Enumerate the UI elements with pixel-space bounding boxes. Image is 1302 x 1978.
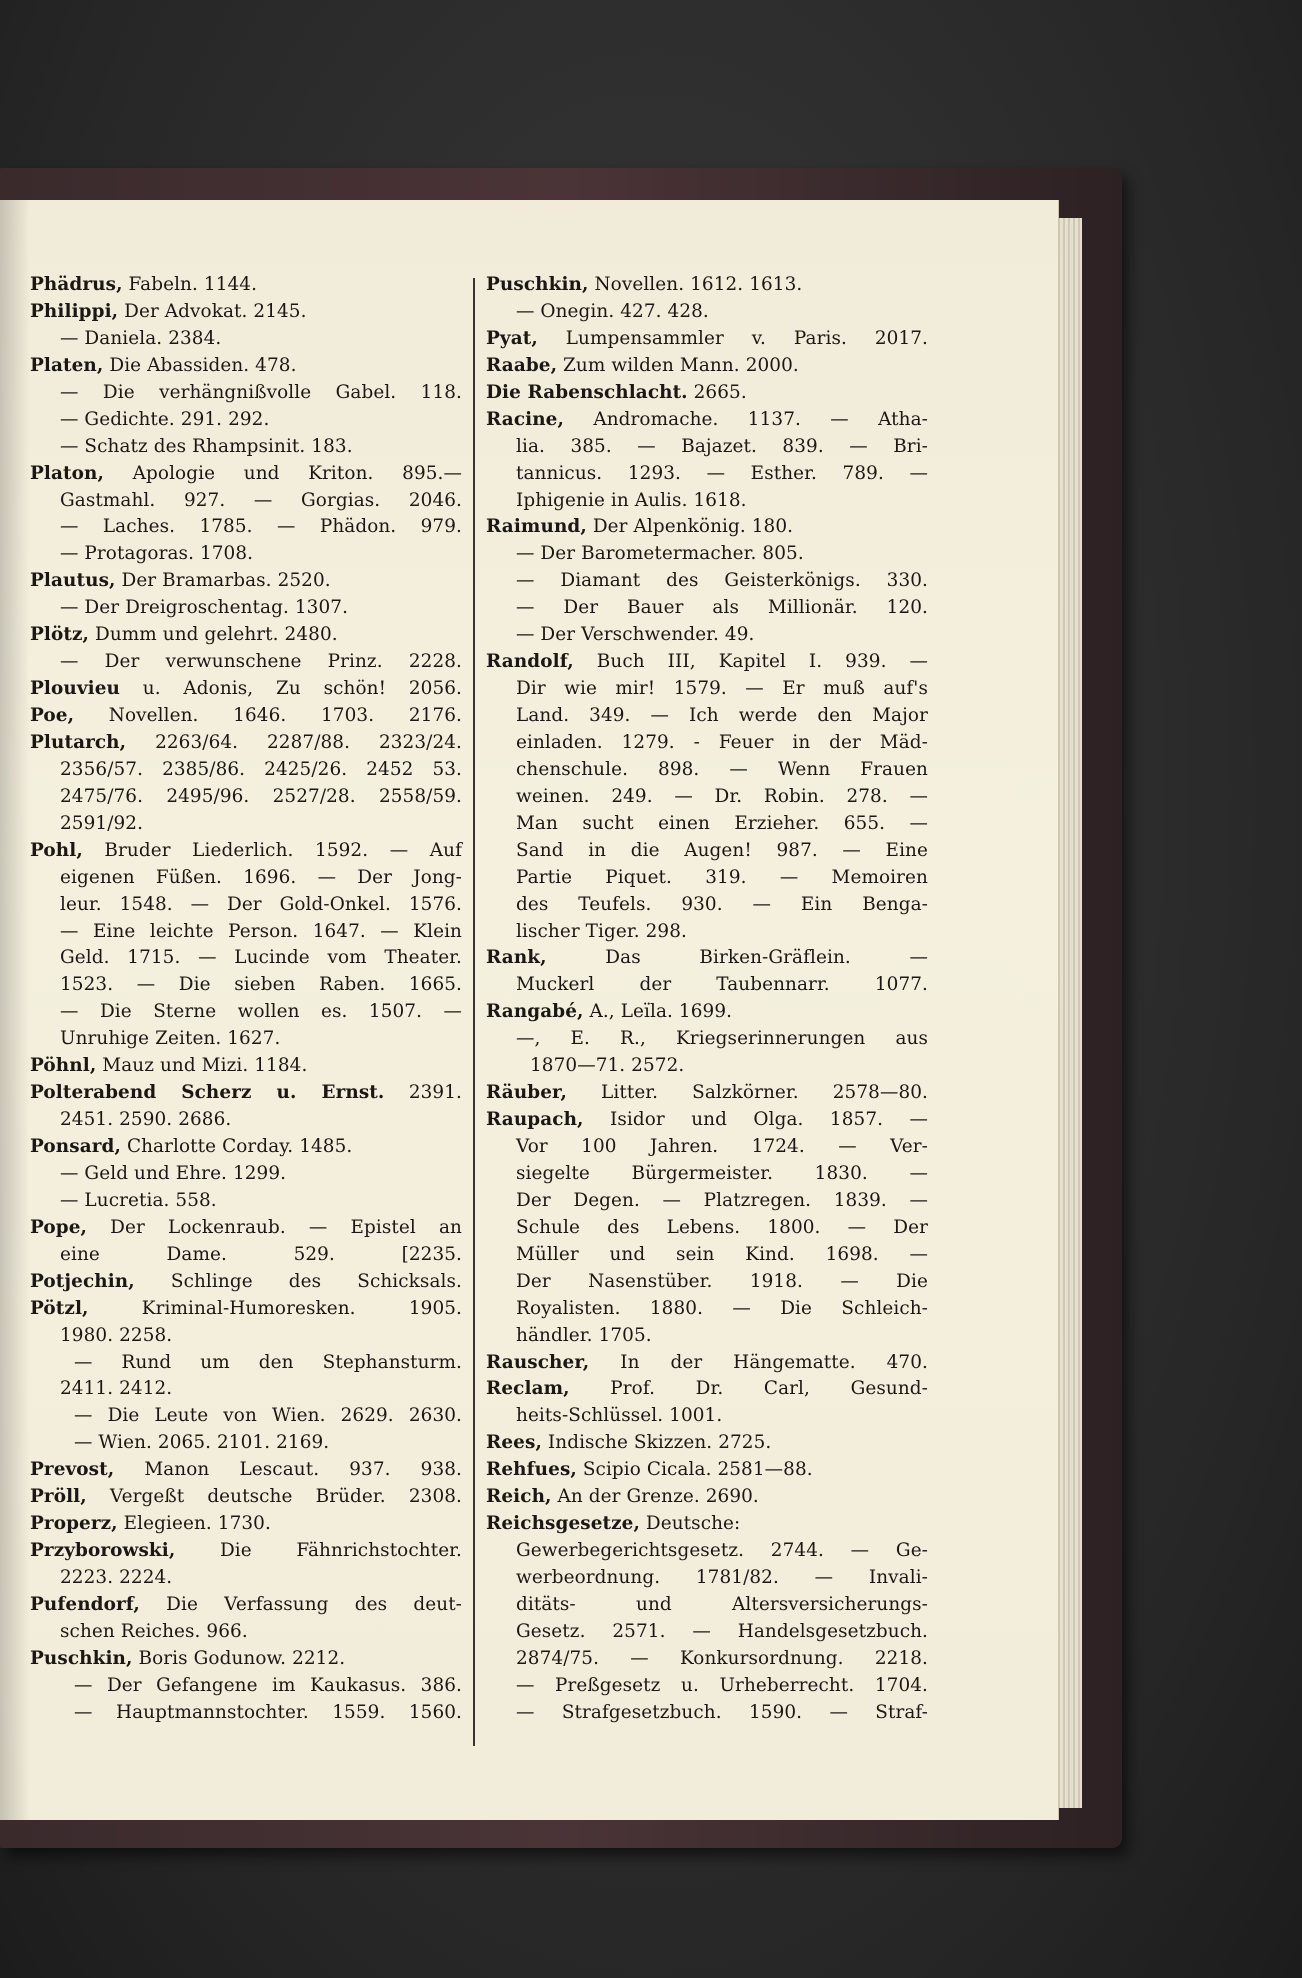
index-line	[30, 568, 462, 595]
index-line	[486, 1430, 928, 1457]
entry-text: Zum wilden Mann. 2000.	[557, 354, 799, 376]
entry-headword: Rauscher,	[486, 1351, 590, 1373]
entry-headword: Properz,	[30, 1513, 118, 1535]
entry-text: Charlotte Corday. 1485.	[121, 1136, 353, 1157]
index-line	[486, 1403, 928, 1430]
entry-headword: Pötzl,	[30, 1297, 89, 1319]
entry-text: 2356/57. 2385/86. 2425/26. 2452 53.	[60, 758, 462, 780]
index-line	[30, 1538, 462, 1565]
entry-text: Vergeßt deutsche Brüder. 2308.	[86, 1486, 462, 1508]
index-line	[486, 1619, 928, 1646]
index-line	[486, 1565, 928, 1592]
index-line	[30, 541, 462, 568]
index-line	[486, 1484, 928, 1511]
entry-text: Dumm und gelehrt. 2480.	[89, 624, 338, 646]
entry-text: heits-Schlüssel. 1001.	[516, 1405, 723, 1427]
entry-text: Land. 349. — Ich werde den Major	[516, 705, 928, 726]
entry-text: 2451. 2590. 2686.	[60, 1109, 232, 1131]
entry-text: — Geld und Ehre. 1299.	[60, 1162, 287, 1184]
index-line	[30, 676, 462, 703]
entry-text: 2475/76. 2495/96. 2527/28. 2558/59.	[60, 785, 462, 807]
entry-headword: Plötz,	[30, 624, 90, 646]
entry-text: tannicus. 1293. — Esther. 789. —	[516, 462, 928, 484]
index-line	[30, 1323, 462, 1350]
entry-text: Deutsche:	[639, 1513, 741, 1535]
gutter-shadow	[0, 200, 30, 1820]
entry-text: Mauz und Mizi. 1184.	[96, 1055, 308, 1077]
index-line	[30, 892, 462, 919]
index-line	[30, 838, 462, 865]
index-line	[30, 1646, 462, 1673]
index-line	[486, 892, 928, 919]
entry-headword: Die Rabenschlacht.	[486, 381, 688, 403]
entry-text: Der Bramarbas. 2520.	[115, 570, 331, 592]
index-line	[486, 1511, 928, 1538]
entry-text: — Preßgesetz u. Urheberrecht. 1704.	[516, 1674, 928, 1696]
index-line	[30, 299, 462, 326]
entry-text: schen Reiches. 966.	[60, 1620, 248, 1642]
index-line	[30, 407, 462, 434]
entry-headword: Raupach,	[486, 1109, 584, 1131]
entry-headword: Raabe,	[486, 354, 558, 376]
entry-headword: Platon,	[30, 462, 104, 484]
entry-text: — Daniela. 2384.	[60, 327, 222, 349]
entry-text: 2665.	[687, 381, 747, 403]
entry-text: — Schatz des Rhampsinit. 183.	[60, 435, 353, 457]
index-line	[486, 380, 928, 407]
column-divider	[473, 278, 475, 1746]
entry-text: — Diamant des Geisterkönigs. 330.	[516, 570, 928, 592]
entry-text: Der Alpenkönig. 180.	[586, 516, 794, 538]
entry-text: 1870—71. 2572.	[530, 1055, 685, 1077]
entry-headword: Pohl,	[30, 839, 83, 861]
entry-text: Gastmahl. 927. — Gorgias. 2046.	[60, 489, 462, 511]
index-line	[30, 1673, 462, 1700]
index-line	[486, 838, 928, 865]
entry-headword: Räuber,	[486, 1082, 568, 1104]
entry-headword: Randolf,	[486, 651, 574, 673]
index-line	[30, 1134, 462, 1161]
entry-headword: Platen,	[30, 354, 104, 376]
index-line	[486, 1134, 928, 1161]
entry-text: — Lucretia. 558.	[60, 1189, 217, 1211]
entry-text: einladen. 1279. - Feuer in der Mäd-	[516, 731, 928, 753]
entry-text: Buch III, Kapitel I. 939. —	[573, 651, 928, 673]
index-line	[486, 1296, 928, 1323]
index-line	[30, 622, 462, 649]
entry-text: Lumpensammler v. Paris. 2017.	[537, 327, 928, 349]
index-line	[30, 514, 462, 541]
entry-text: — Strafgesetzbuch. 1590. — Straf-	[516, 1701, 928, 1723]
index-line	[30, 1296, 462, 1323]
index-line	[486, 1673, 928, 1700]
entry-text: siegelte Bürgermeister. 1830. —	[516, 1162, 928, 1184]
entry-headword: Reclam,	[486, 1378, 570, 1400]
entry-text: ditäts- und Altersversicherungs-	[516, 1593, 928, 1615]
entry-headword: Prevost,	[30, 1459, 115, 1481]
entry-text: — Der Bauer als Millionär. 120.	[516, 597, 928, 619]
entry-text: — Die Leute von Wien. 2629. 2630.	[74, 1405, 462, 1427]
index-line	[30, 461, 462, 488]
index-line	[486, 622, 928, 649]
index-line	[30, 1026, 462, 1053]
entry-text: Novellen. 1646. 1703. 2176.	[74, 705, 462, 726]
index-line	[486, 407, 928, 434]
index-line	[486, 1188, 928, 1215]
entry-text: Partie Piquet. 319. — Memoiren	[516, 866, 928, 888]
index-line	[486, 649, 928, 676]
entry-text: — Wien. 2065. 2101. 2169.	[74, 1432, 330, 1454]
index-line	[486, 676, 928, 703]
entry-headword: Puschkin,	[30, 1647, 133, 1669]
entry-text: 2411. 2412.	[60, 1378, 173, 1400]
entry-headword: Plouvieu	[30, 678, 120, 700]
entry-text: — Der verwunschene Prinz. 2228.	[60, 651, 462, 673]
entry-headword: Pröll,	[30, 1486, 87, 1508]
index-column-left	[30, 272, 462, 1727]
entry-text: — Die Sterne wollen es. 1507. —	[60, 1001, 462, 1023]
index-line	[486, 999, 928, 1026]
index-line	[486, 784, 928, 811]
entry-text: — Rund um den Stephansturm.	[74, 1351, 462, 1373]
index-line	[30, 757, 462, 784]
entry-text: Scipio Cicala. 2581—88.	[576, 1459, 813, 1481]
entry-text: — Eine leichte Person. 1647. — Klein	[60, 920, 462, 942]
entry-headword: Puschkin,	[486, 274, 589, 295]
index-line	[30, 1376, 462, 1403]
entry-text: chenschule. 898. — Wenn Frauen	[516, 758, 928, 780]
index-line	[30, 1592, 462, 1619]
entry-text: Boris Godunow. 2212.	[132, 1647, 346, 1669]
index-line	[486, 353, 928, 380]
index-line	[30, 972, 462, 999]
index-line	[30, 730, 462, 757]
entry-text: 1523. — Die sieben Raben. 1665.	[60, 974, 462, 996]
entry-text: — Der Barometermacher. 805.	[516, 543, 804, 565]
entry-text: Iphigenie in Aulis. 1618.	[516, 489, 747, 511]
entry-text: — Die verhängnißvolle Gabel. 118.	[60, 381, 462, 403]
entry-text: lischer Tiger. 298.	[516, 920, 687, 942]
index-line	[30, 999, 462, 1026]
entry-headword: Pöhnl,	[30, 1055, 97, 1077]
entry-headword: Polterabend Scherz u. Ernst.	[30, 1082, 385, 1104]
entry-text: —, E. R., Kriegserinnerungen aus	[516, 1028, 928, 1050]
entry-text: weinen. 249. — Dr. Robin. 278. —	[516, 785, 928, 807]
index-line	[30, 488, 462, 515]
entry-headword: Przyborowski,	[30, 1540, 176, 1562]
index-line	[486, 1269, 928, 1296]
index-line	[486, 568, 928, 595]
entry-text: u. Adonis, Zu schön! 2056.	[120, 678, 462, 700]
index-line	[486, 488, 928, 515]
index-line	[486, 1350, 928, 1377]
entry-headword: Rees,	[486, 1432, 542, 1454]
index-line	[30, 380, 462, 407]
entry-text: leur. 1548. — Der Gold-Onkel. 1576.	[60, 893, 462, 915]
entry-headword: Reichsgesetze,	[486, 1513, 640, 1535]
entry-headword: Raimund,	[486, 516, 587, 538]
index-line	[486, 1107, 928, 1134]
entry-text: Müller und sein Kind. 1698. —	[516, 1243, 928, 1265]
index-line	[486, 972, 928, 999]
index-line	[30, 703, 462, 730]
entry-text: Die Abassiden. 478.	[103, 354, 297, 376]
index-line	[486, 514, 928, 541]
entry-text: werbeordnung. 1781/82. — Invali-	[516, 1567, 928, 1588]
entry-text: — Der Verschwender. 49.	[516, 624, 755, 646]
entry-text: 2223. 2224.	[60, 1567, 173, 1588]
entry-text: Der Advokat. 2145.	[118, 300, 307, 322]
entry-text: Apologie und Kriton. 895.—	[103, 462, 462, 484]
index-line	[30, 1700, 462, 1727]
index-line	[486, 945, 928, 972]
index-line	[486, 703, 928, 730]
index-line	[30, 1080, 462, 1107]
entry-headword: Plutarch,	[30, 731, 127, 753]
index-line	[30, 272, 462, 299]
index-line	[486, 1080, 928, 1107]
entry-text: des Teufels. 930. — Ein Benga-	[516, 893, 928, 915]
index-line	[486, 1457, 928, 1484]
entry-headword: Pufendorf,	[30, 1593, 140, 1615]
entry-text: 2591/92.	[60, 812, 144, 834]
entry-text: händler. 1705.	[516, 1324, 652, 1346]
entry-headword: Phädrus,	[30, 274, 123, 295]
index-line	[486, 541, 928, 568]
entry-text: Elegieen. 1730.	[117, 1513, 271, 1535]
entry-text: Die Verfassung des deut-	[139, 1593, 462, 1615]
index-line	[486, 1242, 928, 1269]
index-line	[30, 784, 462, 811]
index-line	[486, 811, 928, 838]
index-line	[486, 1161, 928, 1188]
entry-text: 2391.	[384, 1082, 462, 1104]
index-line	[30, 1107, 462, 1134]
index-line	[30, 1430, 462, 1457]
entry-text: Sand in die Augen! 987. — Eine	[516, 839, 928, 861]
entry-text: eigenen Füßen. 1696. — Der Jong-	[60, 866, 462, 888]
entry-text: Unruhige Zeiten. 1627.	[60, 1028, 281, 1050]
entry-text: — Laches. 1785. — Phädon. 979.	[60, 516, 462, 538]
entry-text: lia. 385. — Bajazet. 839. — Bri-	[516, 435, 928, 457]
index-line	[486, 326, 928, 353]
index-line	[30, 811, 462, 838]
index-line	[30, 1215, 462, 1242]
index-line	[30, 1457, 462, 1484]
entry-headword: Pyat,	[486, 327, 538, 349]
entry-text: Indische Skizzen. 2725.	[541, 1432, 772, 1454]
entry-text: Geld. 1715. — Lucinde vom Theater.	[60, 947, 462, 969]
entry-text: Gewerbegerichtsgesetz. 2744. — Ge-	[516, 1540, 928, 1562]
entry-text: 2874/75. — Konkursordnung. 2218.	[516, 1647, 928, 1669]
entry-text: Manon Lescaut. 937. 938.	[114, 1459, 462, 1481]
entry-text: — Der Gefangene im Kaukasus. 386.	[74, 1674, 462, 1696]
entry-text: Kriminal-Humoresken. 1905.	[88, 1297, 462, 1319]
index-column-right	[486, 272, 928, 1727]
entry-headword: Reich,	[486, 1486, 552, 1508]
entry-headword: Rangabé,	[486, 1001, 584, 1023]
index-line	[30, 865, 462, 892]
index-line	[486, 1538, 928, 1565]
entry-text: Man sucht einen Erzieher. 655. —	[516, 812, 928, 834]
entry-text: eine Dame. 529. [2235.	[60, 1243, 462, 1265]
entry-text: Andromache. 1137. — Atha-	[563, 408, 928, 430]
entry-headword: Philippi,	[30, 300, 119, 322]
entry-text: Litter. Salzkörner. 2578—80.	[567, 1082, 928, 1104]
index-line	[30, 1484, 462, 1511]
entry-text: — Der Dreigroschentag. 1307.	[60, 597, 349, 619]
entry-text: Schule des Lebens. 1800. — Der	[516, 1216, 928, 1238]
index-line	[486, 272, 928, 299]
index-line	[486, 1053, 928, 1080]
entry-text: A., Leïla. 1699.	[583, 1001, 733, 1023]
index-line	[30, 945, 462, 972]
entry-text: — Onegin. 427. 428.	[516, 300, 709, 322]
entry-text: 1980. 2258.	[60, 1324, 173, 1346]
index-line	[486, 299, 928, 326]
index-line	[30, 1053, 462, 1080]
index-line	[30, 649, 462, 676]
index-line	[30, 1565, 462, 1592]
index-line	[486, 1592, 928, 1619]
index-line	[30, 1619, 462, 1646]
index-line	[30, 1350, 462, 1377]
index-line	[30, 434, 462, 461]
entry-headword: Ponsard,	[30, 1136, 121, 1157]
index-line	[486, 757, 928, 784]
index-line	[30, 326, 462, 353]
index-line	[30, 1511, 462, 1538]
entry-headword: Pope,	[30, 1216, 88, 1238]
index-line	[30, 353, 462, 380]
entry-text: — Hauptmannstochter. 1559. 1560.	[74, 1701, 462, 1723]
entry-text: Prof. Dr. Carl, Gesund-	[569, 1378, 928, 1400]
index-line	[486, 865, 928, 892]
index-line	[30, 919, 462, 946]
index-line	[30, 1269, 462, 1296]
entry-text: Novellen. 1612. 1613.	[588, 274, 803, 295]
entry-text: — Gedichte. 291. 292.	[60, 408, 270, 430]
entry-text: Vor 100 Jahren. 1724. — Ver-	[516, 1136, 928, 1157]
entry-text: Schlinge des Schicksals.	[134, 1270, 462, 1292]
entry-text: Das Birken-Gräflein. —	[546, 947, 928, 969]
index-line	[486, 730, 928, 757]
index-line	[486, 1646, 928, 1673]
index-line	[486, 1700, 928, 1727]
entry-text: Der Nasenstüber. 1918. — Die	[516, 1270, 928, 1292]
index-line	[30, 1403, 462, 1430]
entry-headword: Potjechin,	[30, 1270, 135, 1292]
index-line	[30, 595, 462, 622]
entry-text: 2263/64. 2287/88. 2323/24.	[126, 731, 462, 753]
entry-text: Der Degen. — Platzregen. 1839. —	[516, 1189, 928, 1211]
entry-text: In der Hängematte. 470.	[589, 1351, 928, 1373]
index-line	[486, 919, 928, 946]
entry-headword: Rehfues,	[486, 1459, 577, 1481]
index-line	[486, 1215, 928, 1242]
index-line	[30, 1161, 462, 1188]
index-line	[486, 461, 928, 488]
index-line	[486, 434, 928, 461]
index-line	[486, 1026, 928, 1053]
entry-text: Fabeln. 1144.	[122, 274, 258, 295]
index-line	[486, 595, 928, 622]
index-line	[486, 1323, 928, 1350]
entry-text: Royalisten. 1880. — Die Schleich-	[516, 1297, 928, 1319]
entry-text: Bruder Liederlich. 1592. — Auf	[82, 839, 462, 861]
entry-text: An der Grenze. 2690.	[551, 1486, 759, 1508]
index-line	[30, 1242, 462, 1269]
index-line	[486, 1376, 928, 1403]
entry-headword: Rank,	[486, 947, 547, 969]
entry-text: Isidor und Olga. 1857. —	[583, 1109, 928, 1131]
entry-text: Die Fähnrichstochter.	[175, 1540, 462, 1562]
index-line	[30, 1188, 462, 1215]
entry-text: Muckerl der Taubennarr. 1077.	[516, 974, 928, 996]
entry-headword: Racine,	[486, 408, 564, 430]
entry-headword: Plautus,	[30, 570, 116, 592]
entry-text: Gesetz. 2571. — Handelsgesetzbuch.	[516, 1620, 928, 1642]
entry-headword: Poe,	[30, 705, 75, 726]
entry-text: — Protagoras. 1708.	[60, 543, 254, 565]
entry-text: Der Lockenraub. — Epistel an	[87, 1216, 462, 1238]
entry-text: Dir wie mir! 1579. — Er muß auf's	[516, 678, 928, 700]
